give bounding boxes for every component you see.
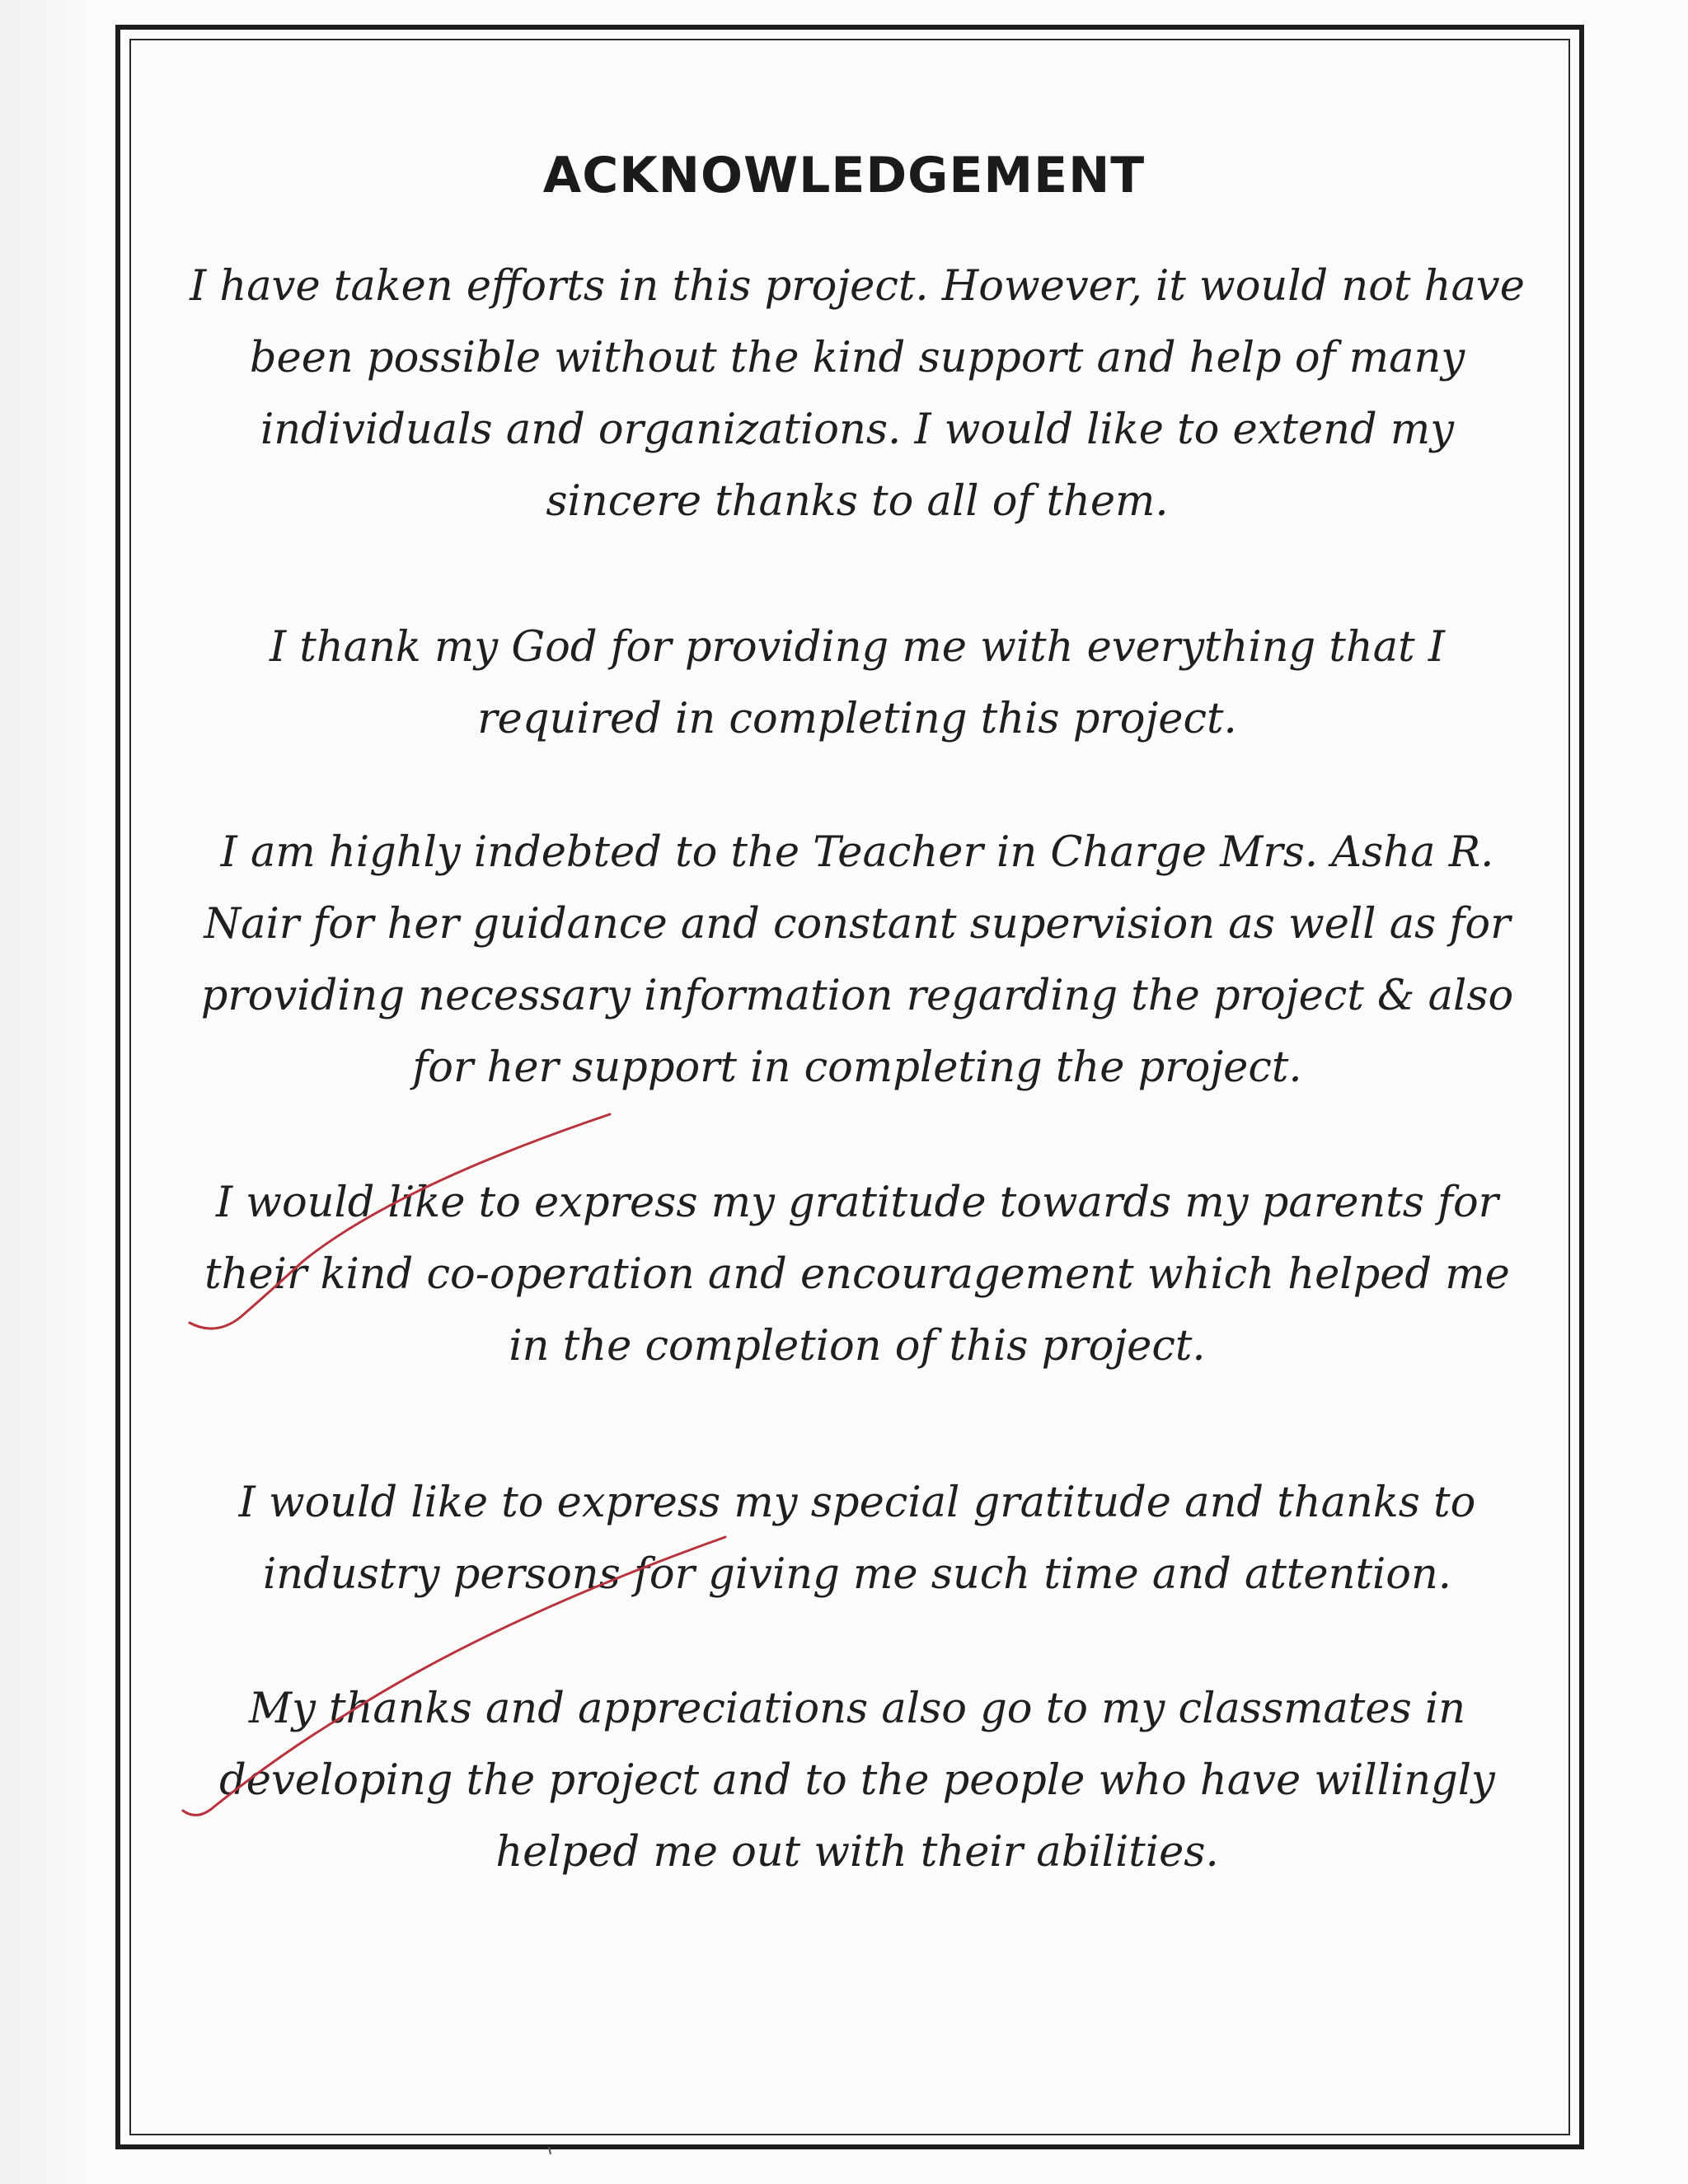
paragraph-parents: I would like to express my gratitude towards my parents for their kind co-operation and encouragement which helped me in the completion of this project. [204, 1179, 1510, 1371]
paragraph-teacher: I am highly indebted to the Teacher in Charge Mrs. Asha R. Nair for her guidance and constant supervision as well as for providing necessary information regarding the project & also for her support in completing the project. [200, 828, 1514, 1092]
paragraph-industry: I would like to express my special gratitude and thanks to industry persons for giving me such time and attention. [238, 1479, 1476, 1599]
paragraph-thank-god: I thank my God for providing me with everything that I required in completing this project. [269, 623, 1446, 743]
paragraph-efforts: I have taken efforts in this project. However, it would not have been possible without the kind support and help of many individuals and organizations. I would like to extend my sincere thanks to all of them. [190, 262, 1525, 526]
page-title: ACKNOWLEDGEMENT [542, 147, 1146, 204]
scan-margin [0, 0, 91, 2184]
paragraph-classmates: My thanks and appreciations also go to my classmates in developing the project and to the people who have willingly helped me out with their abilities. [219, 1685, 1495, 1877]
